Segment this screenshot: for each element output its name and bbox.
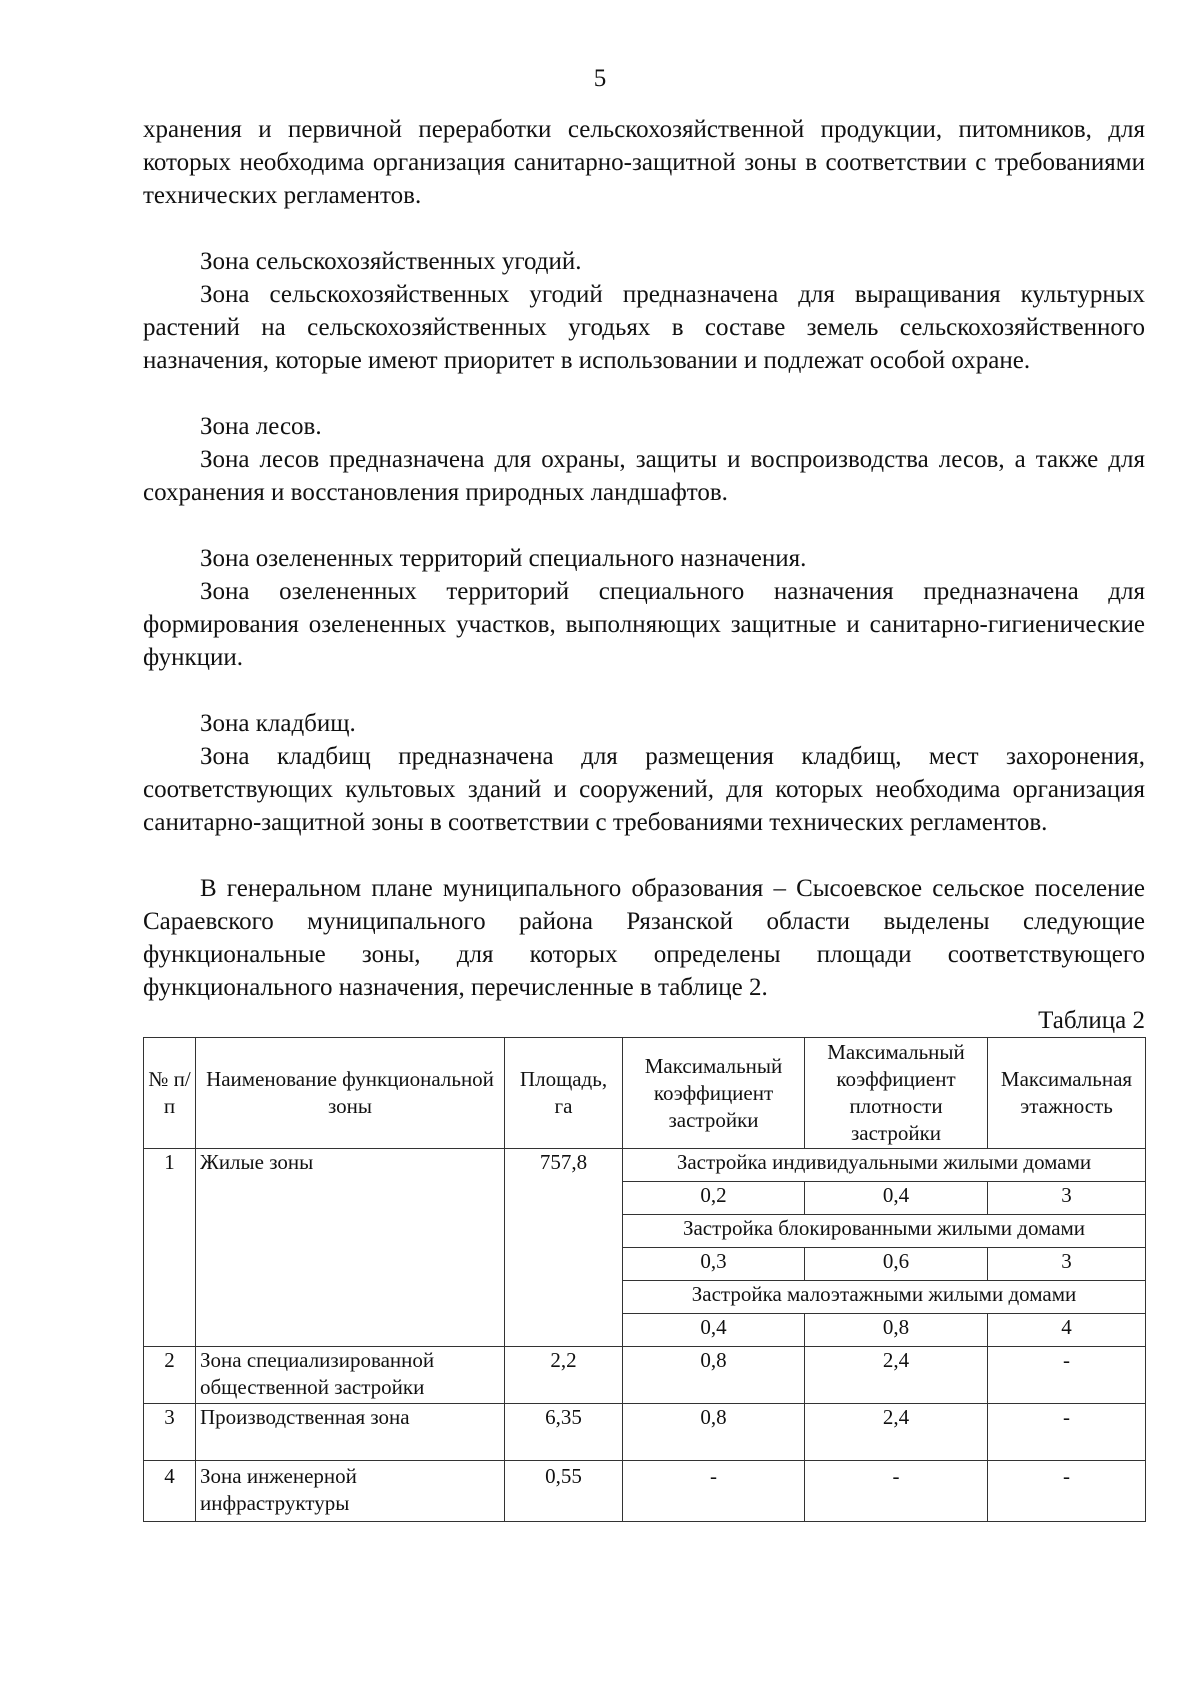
row1-area: 757,8 <box>505 1149 623 1347</box>
spacer <box>143 674 1145 707</box>
paragraph-storage-continued: хранения и первичной переработки сельскохозяйственной продукции, питомников, для которых необходима организация санитарно-защитной зоны в соответствии с требованиями технических регламентов. <box>143 116 1145 209</box>
row1-sub2-density: 0,6 <box>805 1248 988 1281</box>
row1-sub1-density: 0,4 <box>805 1182 988 1215</box>
row4-area: 0,55 <box>505 1461 623 1522</box>
cemetery-zone-text: Зона кладбищ предназначена для размещения кладбищ, мест захоронения, соответствующих культовых зданий и сооружений, для которых необходима организация санитарно-защитной зоны в соответствии с требованиями технических регламентов. <box>143 743 1145 836</box>
row1-name: Жилые зоны <box>196 1149 505 1347</box>
row3-num: 3 <box>144 1404 196 1461</box>
row3-floors: - <box>988 1404 1146 1461</box>
table-row <box>144 1347 1146 1404</box>
row4-density: - <box>805 1461 988 1522</box>
row4-coef: - <box>623 1461 805 1522</box>
document-body <box>143 113 1145 1522</box>
row3-coef: 0,8 <box>623 1404 805 1461</box>
table-header-row <box>144 1038 1146 1149</box>
row2-floors: - <box>988 1347 1146 1404</box>
row1-sub3-title: Застройка малоэтажными жилыми домами <box>623 1281 1146 1314</box>
header-name: Наименование функциональной зоны <box>196 1038 505 1149</box>
table-row <box>144 1404 1146 1461</box>
row4-name: Зона инженерной инфраструктуры <box>196 1461 505 1522</box>
row1-num: 1 <box>144 1149 196 1347</box>
spacer <box>143 377 1145 410</box>
table-caption: Таблица 2 <box>1038 1007 1145 1034</box>
green-zone-text: Зона озелененных территорий специального назначения предназначена для формирования озелененных участков, выполняющих защитные и санитарно-гигиенические функции. <box>143 578 1145 671</box>
row2-num: 2 <box>144 1347 196 1404</box>
row2-density: 2,4 <box>805 1347 988 1404</box>
green-zone-title: Зона озелененных территорий специального назначения. <box>200 545 807 572</box>
general-plan-text: В генеральном плане муниципального образования – Сысоевское сельское поселение Сараевского муниципального района Рязанской области выделены следующие функциональные зоны, для которых определены площади соответствующего функционального назначения, перечисленные в таблице 2. <box>143 875 1145 1001</box>
header-density: Максимальный коэффициент плотности застройки <box>805 1038 988 1149</box>
row1-sub3-floors: 4 <box>988 1314 1146 1347</box>
row1-sub1-floors: 3 <box>988 1182 1146 1215</box>
header-area: Площадь, га <box>505 1038 623 1149</box>
row1-sub2-title: Застройка блокированными жилыми домами <box>623 1215 1146 1248</box>
row1-sub2-coef: 0,3 <box>623 1248 805 1281</box>
table-row <box>144 1149 1146 1182</box>
spacer <box>143 212 1145 245</box>
row3-name: Производственная зона <box>196 1404 505 1461</box>
row2-coef: 0,8 <box>623 1347 805 1404</box>
row1-sub3-density: 0,8 <box>805 1314 988 1347</box>
cemetery-zone-title: Зона кладбищ. <box>200 710 356 737</box>
spacer <box>143 509 1145 542</box>
row2-name: Зона специализированной общественной застройки <box>196 1347 505 1404</box>
row1-sub1-coef: 0,2 <box>623 1182 805 1215</box>
row4-floors: - <box>988 1461 1146 1522</box>
row2-area: 2,2 <box>505 1347 623 1404</box>
forest-zone-title: Зона лесов. <box>200 413 322 440</box>
row1-sub2-floors: 3 <box>988 1248 1146 1281</box>
header-num: № п/п <box>144 1038 196 1149</box>
row1-sub3-coef: 0,4 <box>623 1314 805 1347</box>
row3-area: 6,35 <box>505 1404 623 1461</box>
spacer <box>143 839 1145 872</box>
zones-table <box>143 1037 1146 1522</box>
table-row <box>144 1461 1146 1522</box>
agri-zone-title: Зона сельскохозяйственных угодий. <box>200 248 582 275</box>
row4-num: 4 <box>144 1461 196 1522</box>
page-number: 5 <box>593 65 607 92</box>
header-coef: Максимальный коэффициент застройки <box>623 1038 805 1149</box>
row3-density: 2,4 <box>805 1404 988 1461</box>
agri-zone-text: Зона сельскохозяйственных угодий предназначена для выращивания культурных растений на сельскохозяйственных угодьях в составе земель сельскохозяйственного назначения, которые имеют приоритет в использовании и подлежат особой охране. <box>143 281 1145 374</box>
forest-zone-text: Зона лесов предназначена для охраны, защиты и воспроизводства лесов, а также для сохранения и восстановления природных ландшафтов. <box>143 446 1145 506</box>
header-floors: Максимальная этажность <box>988 1038 1146 1149</box>
row1-sub1-title: Застройка индивидуальными жилыми домами <box>623 1149 1146 1182</box>
